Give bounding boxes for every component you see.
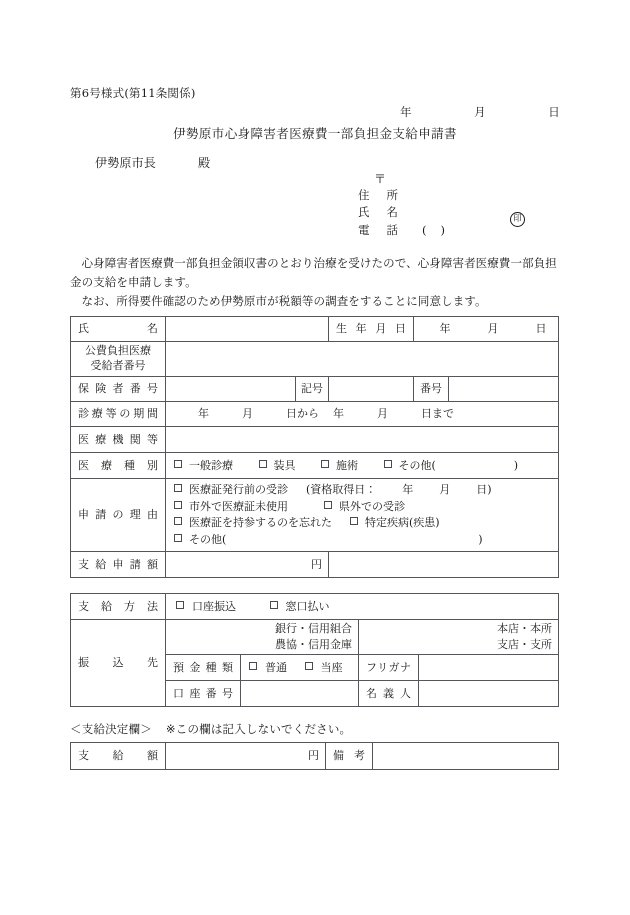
reason-line-1 (174, 482, 554, 499)
claim-amount-blank-cell (329, 552, 559, 578)
dob-day-label: 日 (535, 322, 547, 336)
reason-line-2 (174, 499, 554, 516)
checkbox-counter-payment-icon[interactable] (270, 601, 278, 609)
treatment-type-options-cell (166, 453, 559, 479)
reason-line4-close-label: ) (478, 532, 483, 546)
furigana-input-cell[interactable] (419, 655, 559, 681)
reason-line-4 (174, 532, 554, 549)
applicant-tel-open-paren: ( (422, 222, 441, 237)
remarks-label-cell: 備考 (326, 743, 373, 770)
bank-name-input-cell[interactable] (166, 620, 359, 655)
checkbox-general-icon[interactable] (174, 460, 182, 468)
table-row-public-expense (71, 342, 559, 377)
institution-input-cell[interactable] (166, 427, 559, 453)
reason-line3-right-label: 特定疾病(疾患) (365, 516, 440, 529)
checkbox-treatment-other-icon[interactable] (384, 460, 392, 468)
payment-method-label-cell: 支給方法 (71, 594, 166, 620)
dob-month-label: 月 (487, 322, 499, 336)
date-day-label: 日 (548, 105, 560, 119)
decision-heading-label: ＜支給決定欄＞ (70, 722, 152, 736)
reason-line3-left-label: 医療証を持参するのを忘れた (189, 516, 332, 529)
checkbox-specific-disease-icon[interactable] (350, 517, 358, 525)
body-paragraph-1: 心身障害者医療費一部負担金領収書のとおり治療を受けたので、心身障害者医療費一部負担金の支給を申請します。 (70, 256, 557, 289)
checkbox-reason-other-icon[interactable] (174, 534, 182, 542)
branch-name-input-cell[interactable] (359, 620, 559, 655)
reason-line1-day-label: 日) (476, 483, 492, 496)
furigana-label-cell: フリガナ (359, 655, 419, 681)
institution-label-cell: 医療機関等 (71, 427, 166, 453)
account-number-label-cell: 口座番号 (166, 681, 241, 707)
public-expense-input-cell[interactable] (166, 342, 559, 377)
applicant-name-label: 氏名 (358, 205, 398, 220)
public-expense-label-line2: 受給者番号 (90, 359, 146, 372)
checkbox-appliance-icon[interactable] (259, 460, 267, 468)
table-row-reason (71, 479, 559, 552)
postal-mark-icon: 〒 (374, 172, 387, 186)
checkbox-manipulation-icon[interactable] (321, 460, 329, 468)
symbol-input-cell[interactable] (329, 377, 414, 402)
date-line (400, 104, 560, 120)
treatment-option-general-label: 一般診療 (189, 458, 233, 472)
decision-amount-label-cell: 支給額 (71, 743, 166, 770)
treatment-type-label-cell: 医療種別 (71, 453, 166, 479)
period-placeholders (170, 406, 554, 422)
payment-option-counter-payment-label: 窓口払い (285, 599, 330, 613)
table-row-name (71, 317, 559, 342)
applicant-block (358, 172, 558, 239)
account-number-input-cell[interactable] (241, 681, 359, 707)
decision-heading (70, 721, 351, 737)
decision-amount-input-cell[interactable] (166, 743, 326, 770)
dob-year-label: 年 (439, 322, 451, 336)
addressee (95, 154, 210, 171)
seal-icon: 印 (510, 212, 525, 227)
applicant-address-row (358, 187, 558, 204)
name-input-cell[interactable] (166, 317, 329, 342)
branch-type-line2: 支店・支所 (497, 638, 552, 651)
applicant-tel-label: 電話 (358, 222, 398, 237)
payment-option-bank-transfer-label: 口座振込 (192, 599, 236, 613)
decision-note: ※この欄は記入しないでください。 (165, 722, 352, 736)
reason-line1-date-slot[interactable] (376, 482, 492, 499)
dob-date-placeholders (418, 321, 568, 337)
bank-type-line1: 銀行・信用組合 (275, 622, 352, 636)
deposit-option-ordinary-label: 普通 (265, 660, 287, 674)
date-year-label: 年 (400, 105, 412, 119)
reason-line1-year-label: 年 (402, 483, 414, 496)
table-row-decision-amount (71, 743, 559, 770)
period-label-cell: 診療等の期間 (71, 402, 166, 427)
deposit-type-options-cell (241, 655, 359, 681)
main-table (70, 316, 559, 578)
payment-option-bank-transfer[interactable] (176, 599, 236, 615)
insurer-number-label-cell: 保険者番号 (71, 377, 166, 402)
checkbox-ordinary-icon[interactable] (249, 662, 257, 670)
treatment-option-other-close: ) (513, 458, 519, 472)
payment-option-counter-payment[interactable] (270, 599, 330, 615)
applicant-tel-row (358, 222, 558, 239)
claim-amount-input-cell[interactable] (166, 552, 329, 578)
period-to-label: 年 月 日まで (333, 407, 454, 421)
account-holder-label-cell: 名義人 (359, 681, 419, 707)
reason-label-cell: 申請の理由 (71, 479, 166, 552)
payment-table (70, 593, 559, 707)
checkbox-forgot-card-icon[interactable] (174, 517, 182, 525)
dob-label-cell: 生年月日 (329, 317, 414, 342)
addressee-name: 伊勢原市長 (95, 156, 157, 170)
date-month-label: 月 (474, 105, 486, 119)
table-row-period (71, 402, 559, 427)
table-row-institution (71, 427, 559, 453)
transfer-destination-label-cell: 振込先 (71, 620, 166, 707)
reason-line1-tail-label: (資格取得日： (306, 483, 377, 496)
treatment-option-other[interactable] (384, 458, 519, 474)
claim-amount-yen-unit: 円 (311, 557, 322, 571)
reason-line1-month-label: 月 (439, 483, 451, 496)
public-expense-label-line1: 公費負担医療 (85, 344, 151, 358)
treatment-option-other-label: その他( (398, 458, 436, 472)
reason-line4-open-label: その他( (189, 532, 227, 546)
checkbox-current-icon[interactable] (305, 662, 313, 670)
deposit-type-label-cell: 預金種類 (166, 655, 241, 681)
deposit-option-current-label: 当座 (320, 660, 343, 674)
treatment-option-appliance[interactable] (259, 458, 296, 474)
checkbox-outside-prefecture-icon[interactable] (324, 501, 332, 509)
treatment-option-appliance-label: 装具 (273, 458, 296, 472)
reason-line1-option-label: 医療証発行前の受診 (189, 483, 288, 496)
checkbox-unused-outside-city-icon[interactable] (174, 501, 182, 509)
decision-amount-yen-unit: 円 (308, 749, 319, 763)
table-row-claim-amount (71, 552, 559, 578)
applicant-address-label: 住所 (358, 188, 398, 202)
treatment-option-manipulation-label: 施術 (336, 458, 358, 472)
addressee-honorific: 殿 (198, 156, 211, 170)
table-row-insurer (71, 377, 559, 402)
dob-input-cell[interactable] (414, 317, 559, 342)
table-row-bank-name (71, 620, 559, 655)
reason-line2-left-label: 市外で医療証未使用 (189, 499, 288, 513)
body-text (70, 254, 560, 311)
number-label-cell: 番号 (414, 377, 449, 402)
applicant-name-row (358, 204, 558, 224)
treatment-option-general[interactable] (174, 458, 233, 474)
reason-line2-right-label: 県外での受診 (339, 499, 405, 513)
payment-method-options-cell (166, 594, 559, 620)
reason-options-cell (166, 479, 559, 552)
number-input-cell[interactable] (449, 377, 559, 402)
period-input-cell[interactable] (166, 402, 559, 427)
account-holder-input-cell[interactable] (419, 681, 559, 707)
remarks-input-cell[interactable] (373, 743, 559, 770)
insurer-number-input-cell[interactable] (166, 377, 296, 402)
name-label-cell: 氏名 (71, 317, 166, 342)
symbol-label-cell: 記号 (296, 377, 329, 402)
table-row-treatment-type (71, 453, 559, 479)
applicant-tel-close-paren: ) (440, 222, 445, 237)
checkbox-bank-transfer-icon[interactable] (176, 601, 184, 609)
checkbox-before-issue-icon[interactable] (174, 484, 182, 492)
document-title: 伊勢原市心身障害者医療費一部負担金支給申請書 (173, 126, 457, 141)
treatment-option-manipulation[interactable] (321, 458, 358, 474)
deposit-option-current[interactable] (305, 660, 343, 676)
decision-table (70, 742, 559, 770)
reason-line-3 (174, 515, 554, 532)
bank-type-line2: 農協・信用金庫 (275, 638, 352, 651)
table-row-payment-method (71, 594, 559, 620)
public-expense-label-cell (71, 342, 166, 377)
form-code: 第6号様式(第11条関係) (70, 86, 196, 100)
claim-amount-label-cell: 支給申請額 (71, 552, 166, 578)
deposit-option-ordinary[interactable] (249, 660, 287, 676)
period-from-label: 年 月 日から (198, 407, 319, 421)
body-paragraph-2: なお、所得要件確認のため伊勢原市が税額等の調査をすることに同意します。 (81, 293, 487, 308)
branch-type-line1: 本店・本所 (497, 622, 552, 636)
